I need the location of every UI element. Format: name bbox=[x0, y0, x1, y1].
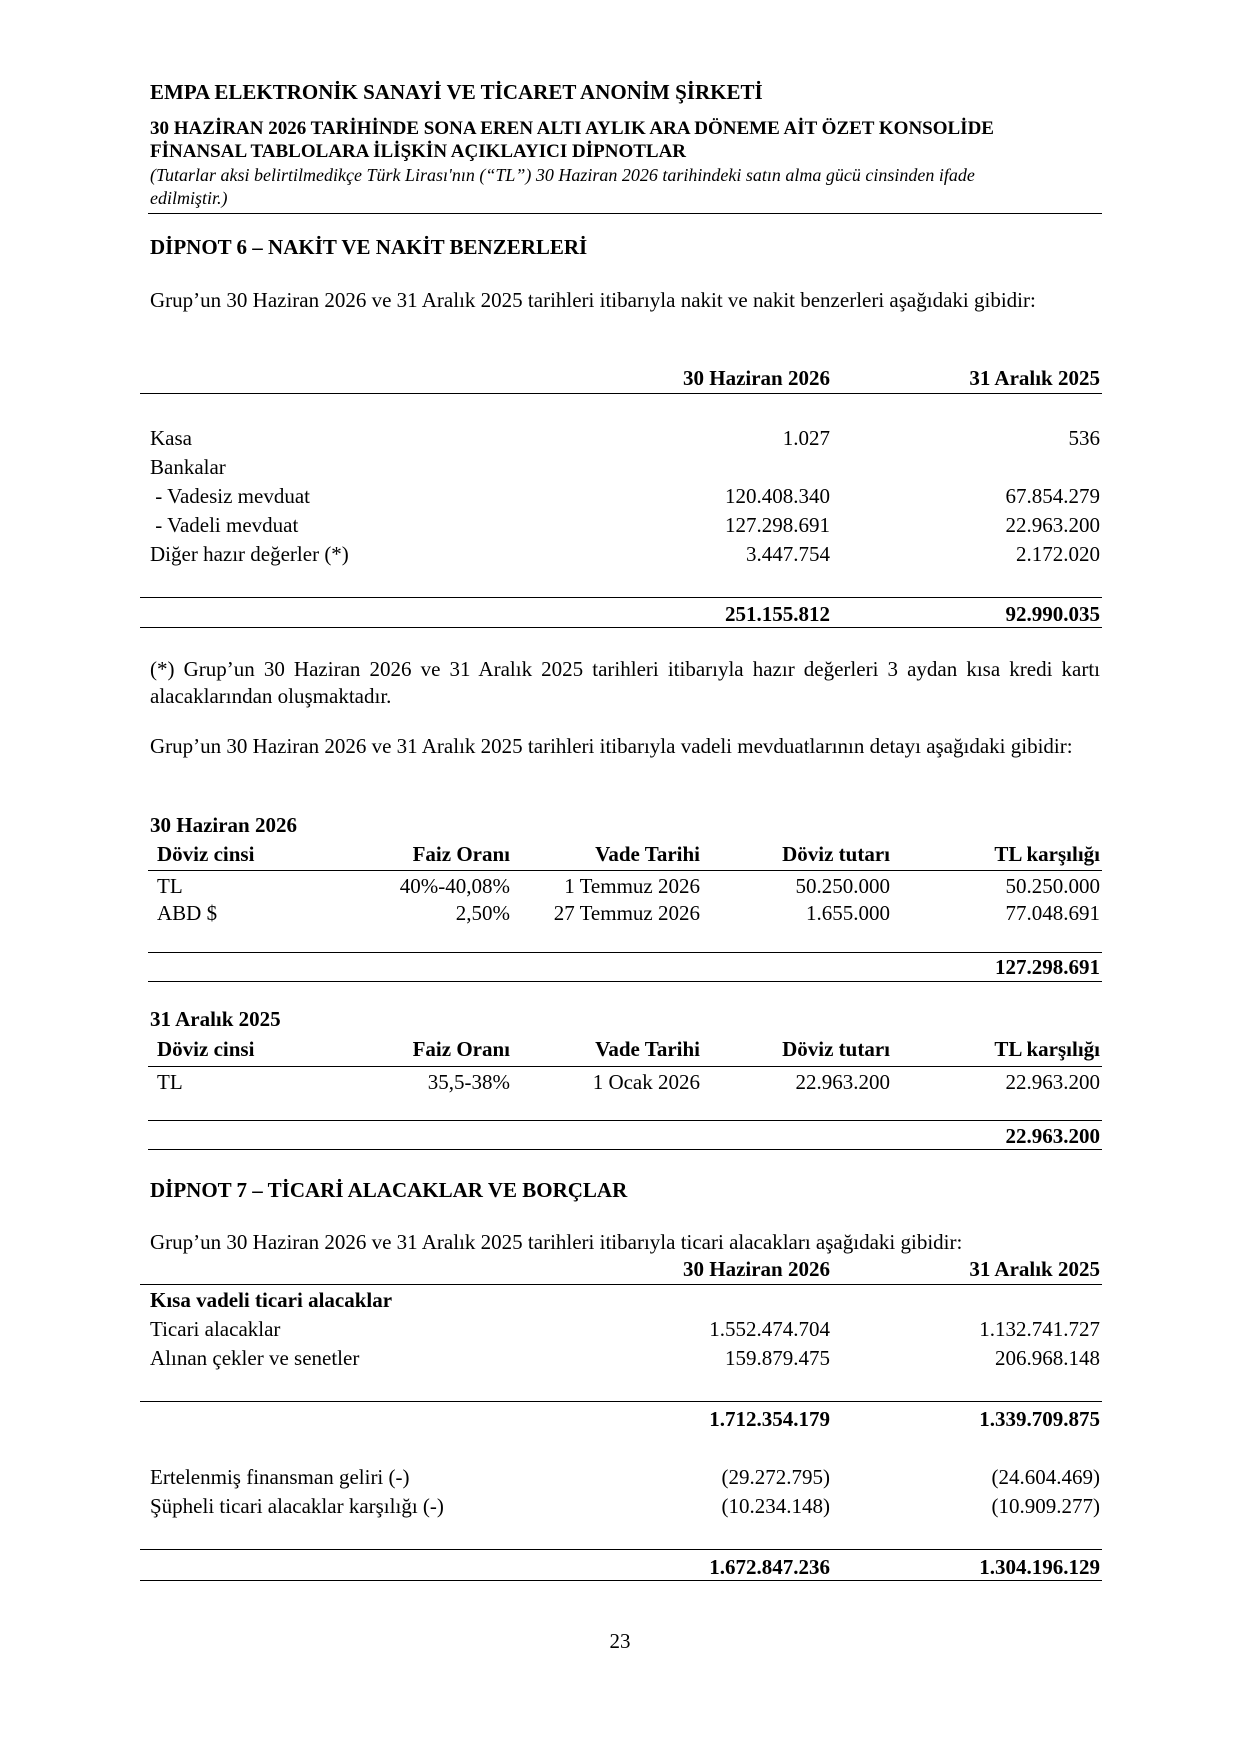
deposits-2026-total: 127.298.691 bbox=[995, 955, 1100, 979]
currency-note-line1: (Tutarlar aksi belirtilmedikçe Türk Lirası'nın (“TL”) 30 Haziran 2026 tarihindeki satın alma gücü cinsinden ifade bbox=[150, 165, 975, 185]
note7-row-label: Ticari alacaklar bbox=[150, 1317, 281, 1341]
note7-subtotal-rule bbox=[140, 1401, 1102, 1402]
note7-section-title: Kısa vadeli ticari alacaklar bbox=[150, 1288, 393, 1312]
report-subtitle-line2: FİNANSAL TABLOLARA İLİŞKİN AÇIKLAYICI DİPNOTLAR bbox=[150, 141, 687, 162]
note6-header-rule bbox=[140, 393, 1102, 394]
deposits-2025-total-top-rule bbox=[148, 1120, 1102, 1121]
note6-total-value: 92.990.035 bbox=[1005, 602, 1100, 626]
header-divider bbox=[148, 213, 1102, 214]
note7-row-value: 1.552.474.704 bbox=[709, 1317, 830, 1341]
deposits-2025-title: 31 Aralık 2025 bbox=[150, 1007, 281, 1031]
note7-row-label: Şüpheli ticari alacaklar karşılığı (-) bbox=[150, 1494, 444, 1518]
deposit-header-maturity: Vade Tarihi bbox=[595, 1037, 700, 1061]
note6-row-label: Kasa bbox=[150, 426, 192, 450]
deposit-header-fx-amount: Döviz tutarı bbox=[782, 1037, 890, 1061]
note7-subtotal-value: 1.712.354.179 bbox=[709, 1407, 830, 1431]
note6-intro: Grup’un 30 Haziran 2026 ve 31 Aralık 2025 tarihleri itibarıyla nakit ve nakit benzerleri aşağıdaki gibidir: bbox=[150, 288, 1036, 312]
report-subtitle-line1: 30 HAZİRAN 2026 TARİHİNDE SONA EREN ALTI AYLIK ARA DÖNEME AİT ÖZET KONSOLİDE bbox=[150, 118, 994, 139]
note7-total-value: 1.304.196.129 bbox=[979, 1555, 1100, 1579]
note6-row-value: 127.298.691 bbox=[725, 513, 830, 537]
deposits-2025-header-rule bbox=[148, 1066, 1102, 1067]
note6-total-value: 251.155.812 bbox=[725, 602, 830, 626]
note6-total-bottom-rule bbox=[140, 627, 1102, 628]
deposit-header-currency: Döviz cinsi bbox=[157, 1037, 255, 1061]
currency-note-line2: edilmiştir.) bbox=[150, 188, 228, 208]
note6-row-value: 536 bbox=[1068, 426, 1100, 450]
company-name: EMPA ELEKTRONİK SANAYİ VE TİCARET ANONİM ŞİRKETİ bbox=[150, 80, 763, 104]
deposit-intro: Grup’un 30 Haziran 2026 ve 31 Aralık 2025 tarihleri itibarıyla vadeli mevduatlarının detayı aşağıdaki gibidir: bbox=[150, 734, 1073, 758]
note6-title: DİPNOT 6 – NAKİT VE NAKİT BENZERLERİ bbox=[150, 235, 588, 259]
deposit-cell: 1 Ocak 2026 bbox=[592, 1070, 700, 1094]
note7-title: DİPNOT 7 – TİCARİ ALACAKLAR VE BORÇLAR bbox=[150, 1178, 628, 1202]
note7-total-top-rule bbox=[140, 1549, 1102, 1550]
note6-row-value: 67.854.279 bbox=[1005, 484, 1100, 508]
note7-header-rule bbox=[140, 1284, 1102, 1285]
note6-row-value: 22.963.200 bbox=[1005, 513, 1100, 537]
note7-row-value: 1.132.741.727 bbox=[979, 1317, 1100, 1341]
deposits-2026-header-rule bbox=[148, 870, 1102, 871]
note6-col1-header: 30 Haziran 2026 bbox=[683, 366, 830, 390]
note7-row-value: (29.272.795) bbox=[721, 1465, 830, 1489]
deposit-cell: 40%-40,08% bbox=[399, 874, 510, 898]
deposit-cell: 35,5-38% bbox=[427, 1070, 510, 1094]
deposit-cell: ABD $ bbox=[157, 901, 218, 925]
deposit-cell: 77.048.691 bbox=[1005, 901, 1100, 925]
note7-row-value: (10.909.277) bbox=[991, 1494, 1100, 1518]
note6-col2-header: 31 Aralık 2025 bbox=[969, 366, 1100, 390]
deposit-header-fx-amount: Döviz tutarı bbox=[782, 842, 890, 866]
note6-total-top-rule bbox=[140, 597, 1102, 598]
deposit-cell: 22.963.200 bbox=[795, 1070, 890, 1094]
deposit-header-tl-amount: TL karşılığı bbox=[994, 842, 1100, 866]
deposit-cell: TL bbox=[157, 1070, 183, 1094]
note6-row-value: 2.172.020 bbox=[1016, 542, 1100, 566]
deposit-header-tl-amount: TL karşılığı bbox=[994, 1037, 1100, 1061]
note6-row-label: Diğer hazır değerler (*) bbox=[150, 542, 349, 566]
note6-footnote: (*) Grup’un 30 Haziran 2026 ve 31 Aralık 2025 tarihleri itibarıyla hazır değerleri 3 aydan kısa kredi kartı alacaklarından oluşmaktadır. bbox=[150, 657, 1100, 708]
note6-row-label: - Vadeli mevduat bbox=[150, 513, 299, 537]
deposit-cell: 1.655.000 bbox=[806, 901, 890, 925]
deposits-2026-total-bottom-rule bbox=[148, 981, 1102, 982]
deposit-cell: 50.250.000 bbox=[795, 874, 890, 898]
deposits-2025-total: 22.963.200 bbox=[1005, 1124, 1100, 1148]
deposits-2026-total-top-rule bbox=[148, 952, 1102, 953]
note6-row-value: 3.447.754 bbox=[746, 542, 830, 566]
deposit-cell: 50.250.000 bbox=[1005, 874, 1100, 898]
note7-col1-header: 30 Haziran 2026 bbox=[683, 1257, 830, 1281]
note7-row-value: 206.968.148 bbox=[995, 1346, 1100, 1370]
note6-row-value: 1.027 bbox=[782, 426, 830, 450]
deposit-cell: 27 Temmuz 2026 bbox=[553, 901, 700, 925]
note6-row-label: - Vadesiz mevduat bbox=[150, 484, 310, 508]
page-number: 23 bbox=[609, 1629, 631, 1653]
note7-row-label: Alınan çekler ve senetler bbox=[150, 1346, 360, 1370]
deposit-header-rate: Faiz Oranı bbox=[412, 1037, 510, 1061]
note7-col2-header: 31 Aralık 2025 bbox=[969, 1257, 1100, 1281]
note7-row-value: (24.604.469) bbox=[991, 1465, 1100, 1489]
note7-total-value: 1.672.847.236 bbox=[709, 1555, 830, 1579]
deposit-cell: 1 Temmuz 2026 bbox=[564, 874, 700, 898]
deposits-2025-total-bottom-rule bbox=[148, 1149, 1102, 1150]
deposit-cell: TL bbox=[157, 874, 183, 898]
note7-intro: Grup’un 30 Haziran 2026 ve 31 Aralık 2025 tarihleri itibarıyla ticari alacakları aşağıdaki gibidir: bbox=[150, 1230, 963, 1254]
note6-row-value: 120.408.340 bbox=[725, 484, 830, 508]
note7-row-label: Ertelenmiş finansman geliri (-) bbox=[150, 1465, 410, 1489]
deposit-cell: 22.963.200 bbox=[1005, 1070, 1100, 1094]
note7-total-bottom-rule bbox=[140, 1580, 1102, 1581]
deposits-2026-title: 30 Haziran 2026 bbox=[150, 813, 297, 837]
deposit-header-maturity: Vade Tarihi bbox=[595, 842, 700, 866]
note7-row-value: 159.879.475 bbox=[725, 1346, 830, 1370]
note7-subtotal-value: 1.339.709.875 bbox=[979, 1407, 1100, 1431]
note6-row-label: Bankalar bbox=[150, 455, 226, 479]
deposit-header-rate: Faiz Oranı bbox=[412, 842, 510, 866]
deposit-cell: 2,50% bbox=[455, 901, 510, 925]
deposit-header-currency: Döviz cinsi bbox=[157, 842, 255, 866]
note7-row-value: (10.234.148) bbox=[721, 1494, 830, 1518]
